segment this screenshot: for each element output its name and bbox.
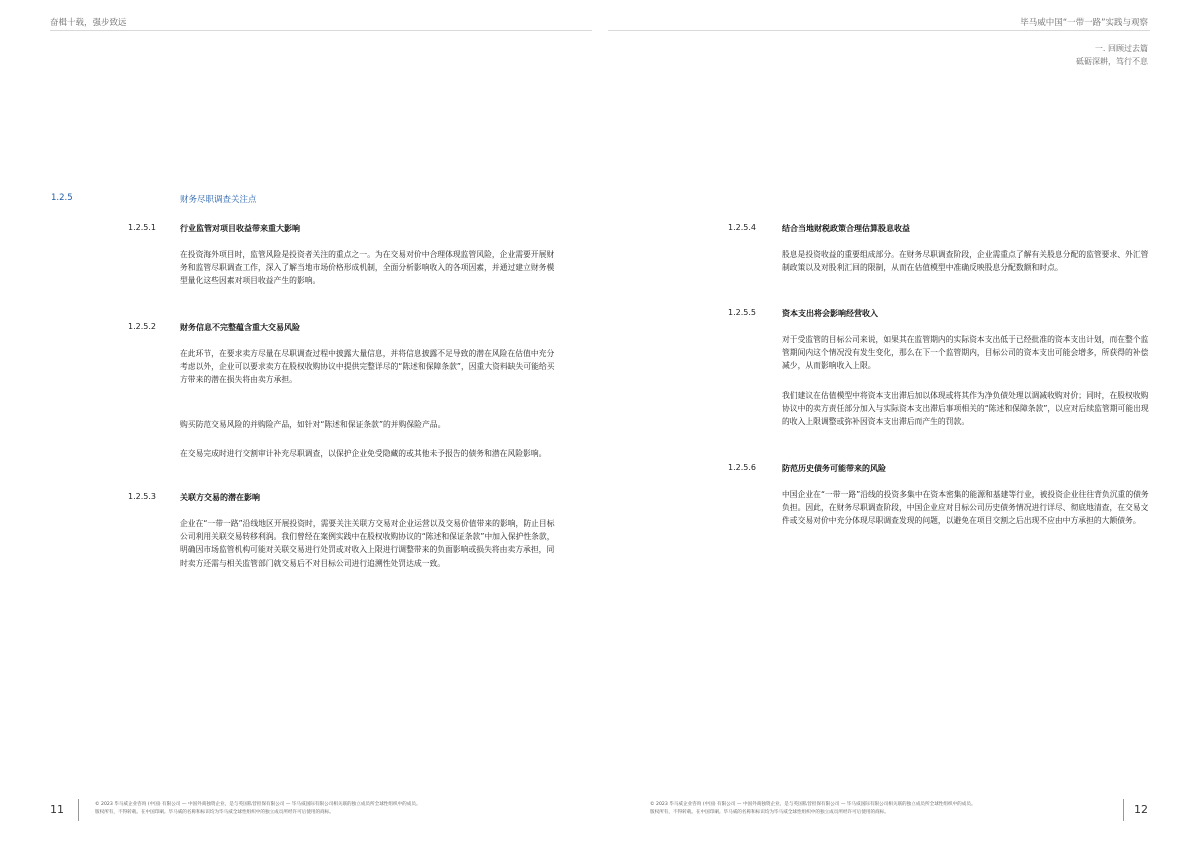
header-rule-right bbox=[608, 30, 1150, 31]
subsection-number: 1.2.5.1 bbox=[128, 223, 156, 232]
footer-legal-right-line1: © 2023 毕马威企业咨询 (中国) 有限公司 — 中国外商独资企业，是与英国私营担保有限公司 — 毕马威国际有限公司相关联的独立成员所全球性组织中的成员。 bbox=[650, 802, 976, 807]
paragraph: 在投资海外项目时，监管风险是投资者关注的重点之一。为在交易对价中合理体现监管风险，企业需要开展财务和监管尽职调查工作，深入了解当地市场价格形成机制，全面分析影响收入的各项因素，并通过建立财务模型量化这些因素对项目收益产生的影响。 bbox=[180, 250, 555, 286]
footer-divider-right bbox=[1123, 799, 1124, 821]
paragraph: 股息是投资收益的重要组成部分。在财务尽职调查阶段，企业需重点了解有关股息分配的监管要求、外汇管制政策以及对股利汇回的限制，从而在估值模型中准确反映股息分配数额和时点。 bbox=[782, 250, 1149, 273]
footer-legal-left bbox=[95, 801, 565, 817]
paragraph: 我们建议在估值模型中将资本支出滞后加以体现或将其作为净负债处理以调减收购对价；同时，在股权收购协议中的卖方责任部分加入与实际资本支出滞后事项相关的“陈述和保障条款”，以应对后续监管期可能出现的收入上限调整或弥补因资本支出滞后而产生的罚款。 bbox=[782, 391, 1149, 427]
subsection-title: 资本支出将会影响经营收入 bbox=[782, 309, 878, 318]
section-label-line1: 一. 回顾过去篇 bbox=[1094, 44, 1148, 53]
heading-title: 财务尽职调查关注点 bbox=[180, 195, 257, 205]
paragraph: 中国企业在“一带一路”沿线的投资多集中在资本密集的能源和基建等行业，被投资企业往往背负沉重的债务负担。因此，在财务尽职调查阶段，中国企业应对目标公司历史债务情况进行详尽、彻底地清查，在交易文件或交易对价中充分体现尽职调查发现的问题，以避免在项目交割之后出现不应由中方承担的大额债务。 bbox=[782, 490, 1149, 526]
subsection-number: 1.2.5.6 bbox=[728, 463, 756, 472]
subsection-title: 防范历史债务可能带来的风险 bbox=[782, 464, 886, 473]
paragraph: 在交易完成时进行交割审计补充尽职调查，以保护企业免受隐藏的或其他未予报告的债务和潜在风险影响。 bbox=[180, 449, 547, 458]
header-rule-left bbox=[50, 30, 592, 31]
paragraph: 购买防范交易风险的并购险产品，如针对“陈述和保证条款”的并购保险产品。 bbox=[180, 420, 446, 429]
heading-number: 1.2.5 bbox=[51, 193, 73, 203]
subsection-title: 行业监管对项目收益带来重大影响 bbox=[180, 224, 300, 233]
paragraph: 企业在“一带一路”沿线地区开展投资时，需要关注关联方交易对企业运营以及交易价值带来的影响，防止目标公司利用关联交易转移利润。我们曾经在案例实践中在股权收购协议的“陈述和保证条款”中加入保护性条款，明确因市场监管机构可能对关联交易进行处罚或对收入上限进行调整带来的负面影响或损失将由卖方承担，同时卖方还需与相关监管部门就交易后不对目标公司进行追溯性处罚达成一致。 bbox=[180, 519, 555, 568]
subsection-number: 1.2.5.2 bbox=[128, 322, 156, 331]
paragraph: 对于受监管的目标公司来说，如果其在监管期内的实际资本支出低于已经批准的资本支出计划，而在整个监管期间内这个情况没有发生变化，那么在下一个监管期内，目标公司的资本支出可能会增多，所获得的补偿减少，从而影响收入上限。 bbox=[782, 335, 1149, 371]
subsection-number: 1.2.5.3 bbox=[128, 492, 156, 501]
footer-legal-right-line2: 版权所有，不得转载。在中国印刷。毕马威的名称和标识均为毕马威全球性组织中的独立成员所经许可后使用的商标。 bbox=[650, 810, 889, 815]
header-left-title: 奋楫十载，强步致远 bbox=[50, 18, 127, 28]
section-label-line2: 砥砺深耕，笃行不息 bbox=[1076, 57, 1148, 66]
paragraph: 在此环节，在要求卖方尽量在尽职调查过程中披露大量信息，并将信息披露不足导致的潜在风险在估值中充分考虑以外，企业可以要求卖方在股权收购协议中提供完整详尽的“陈述和保障条款”，因重大资料缺失可能给买方带来的潜在损失将由卖方承担。 bbox=[180, 349, 555, 385]
footer-legal-left-line2: 版权所有，不得转载。在中国印刷。毕马威的名称和标识均为毕马威全球性组织中的独立成员所经许可后使用的商标。 bbox=[95, 810, 334, 815]
subsection-number: 1.2.5.5 bbox=[728, 308, 756, 317]
subsection-number: 1.2.5.4 bbox=[728, 223, 756, 232]
page-number-left: 11 bbox=[50, 803, 64, 816]
subsection-title: 财务信息不完整蕴含重大交易风险 bbox=[180, 323, 300, 332]
section-label bbox=[1076, 42, 1148, 68]
subsection-title: 结合当地财税政策合理估算股息收益 bbox=[782, 224, 910, 233]
footer-legal-left-line1: © 2023 毕马威企业咨询 (中国) 有限公司 — 中国外商独资企业，是与英国私营担保有限公司 — 毕马威国际有限公司相关联的独立成员所全球性组织中的成员。 bbox=[95, 802, 421, 807]
header-right-title: 毕马威中国“一带一路”实践与观察 bbox=[1020, 18, 1148, 28]
footer-divider-left bbox=[78, 799, 79, 821]
page-number-right: 12 bbox=[1134, 803, 1148, 816]
subsection-title: 关联方交易的潜在影响 bbox=[180, 493, 260, 502]
footer-legal-right bbox=[650, 801, 1110, 817]
